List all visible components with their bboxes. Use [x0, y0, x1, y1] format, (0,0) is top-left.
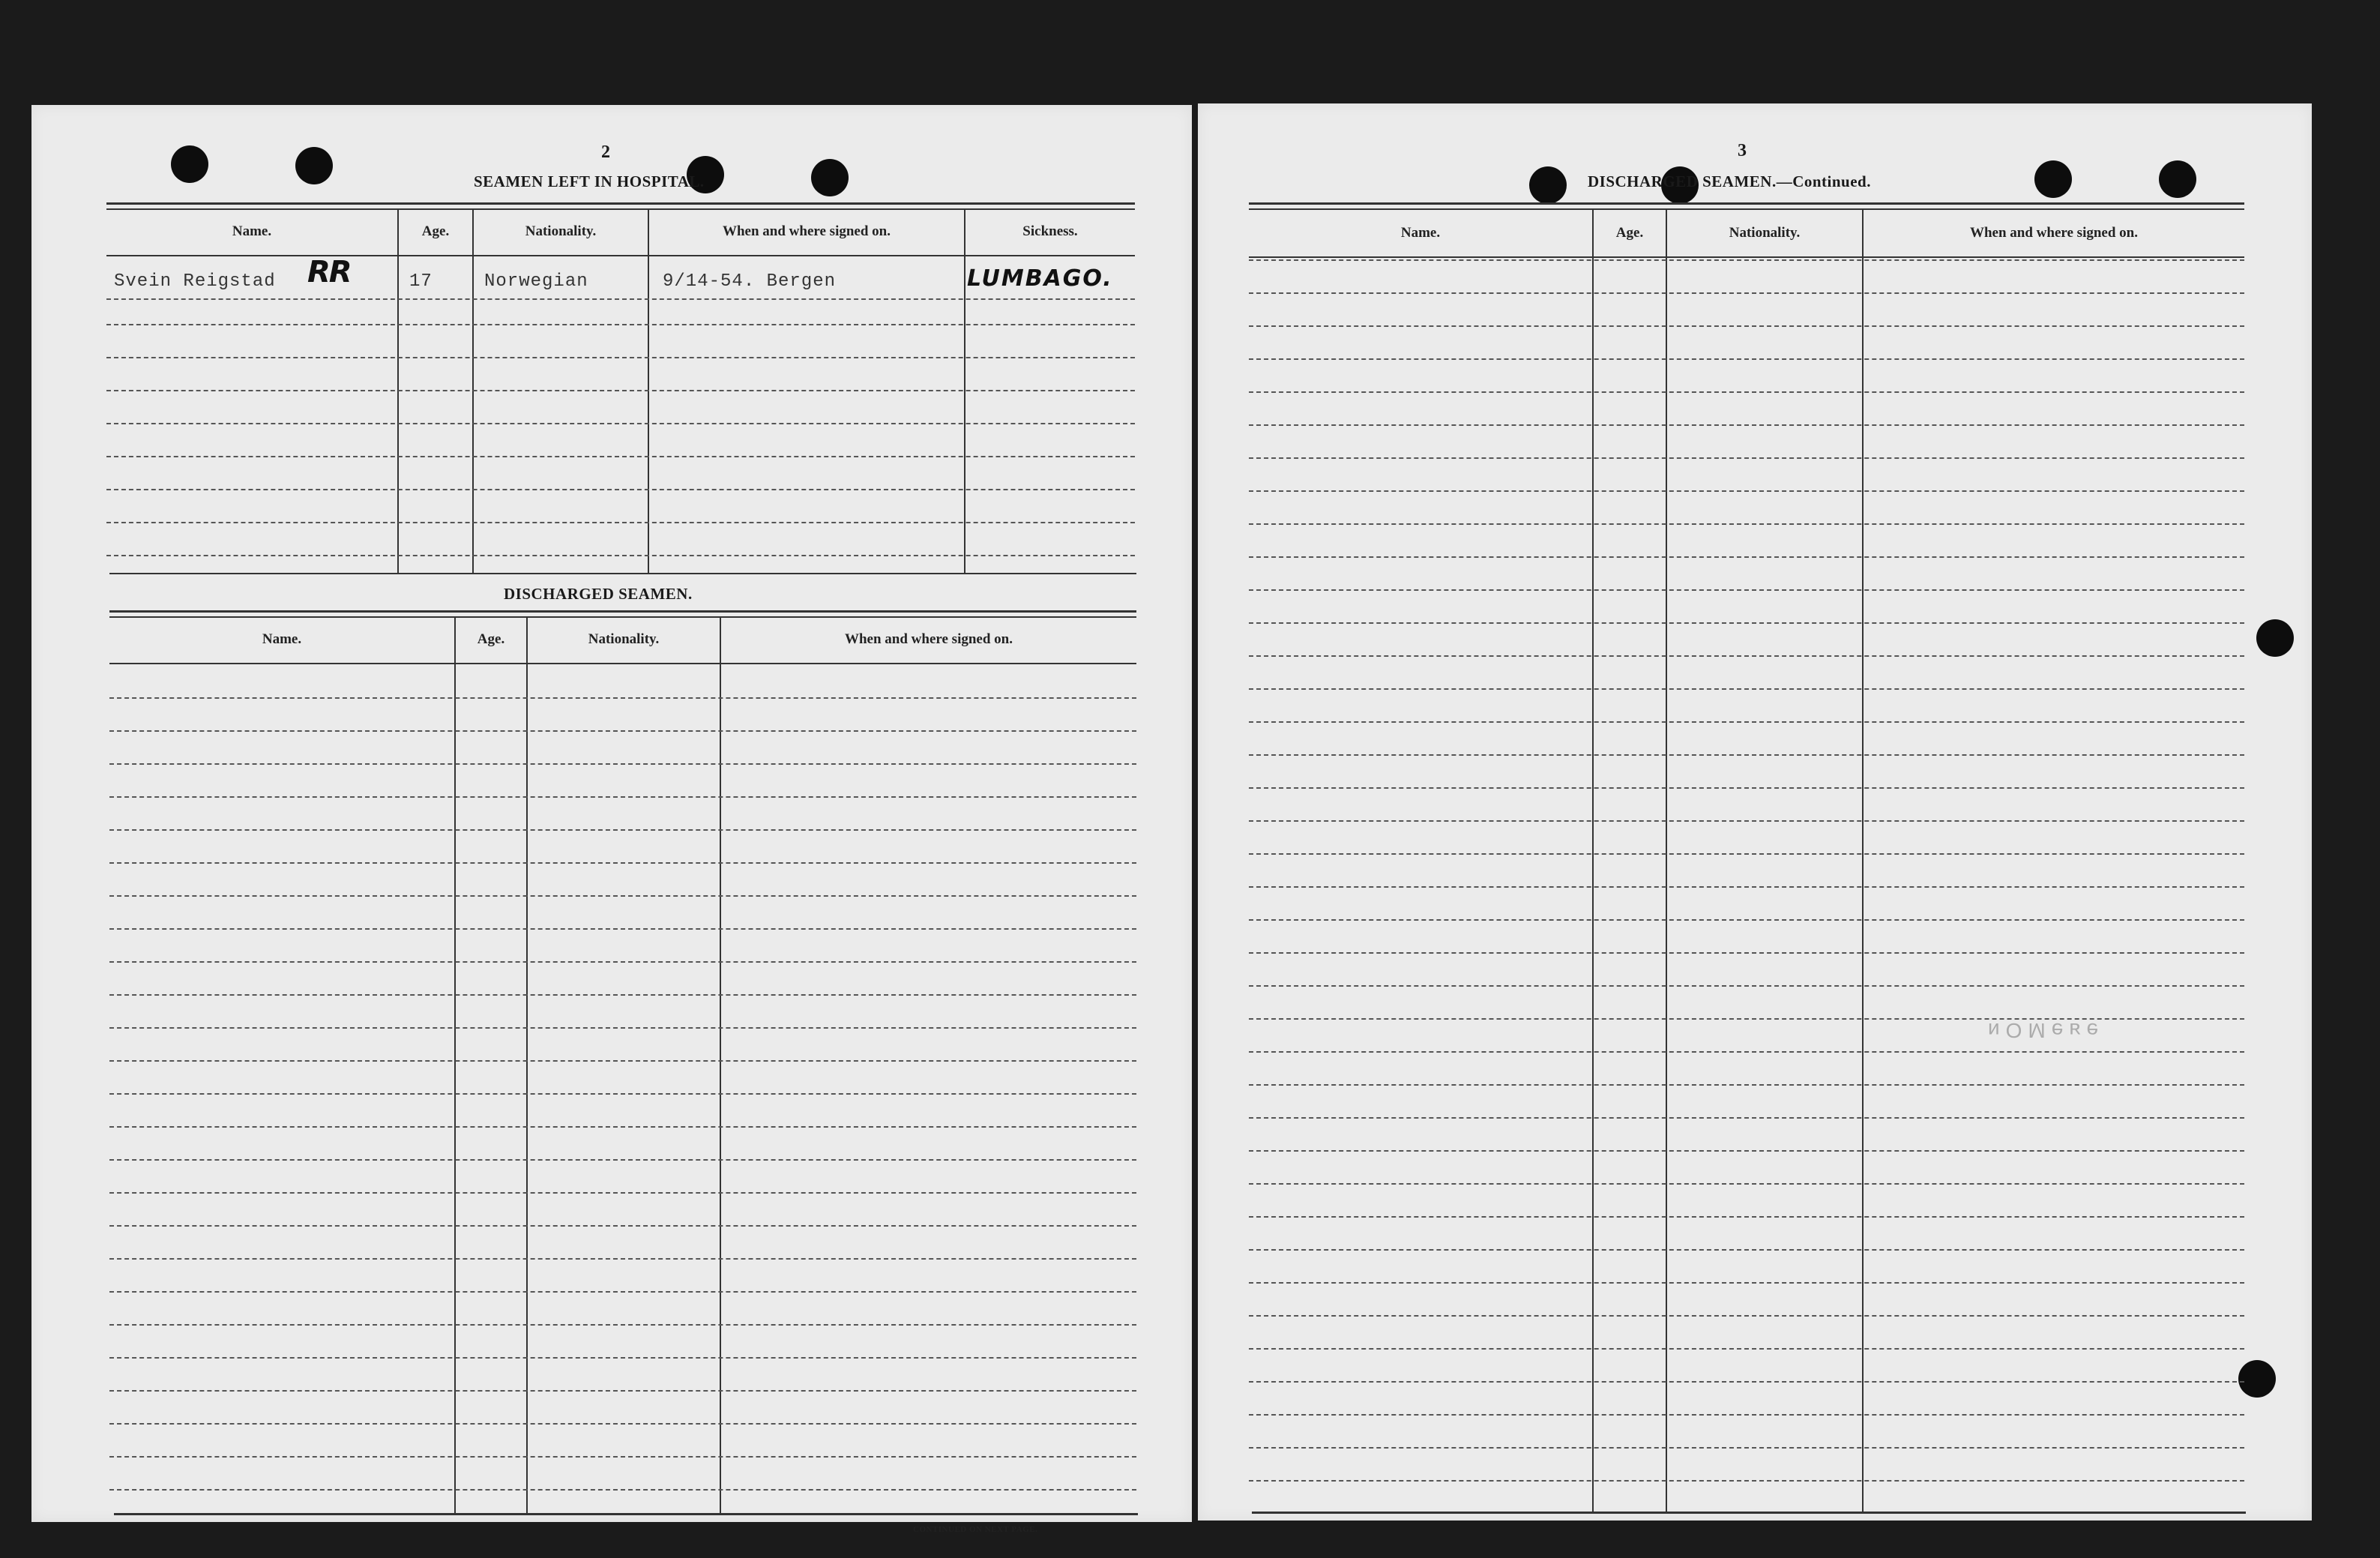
ruled-line — [109, 1225, 1136, 1227]
ruled-line — [1249, 1282, 2244, 1284]
ruled-line — [1249, 1447, 2244, 1449]
faint-bleed-through-stamp: ɘᴚɘMOᴎ — [1982, 1019, 2099, 1042]
ruled-line — [109, 994, 1136, 996]
ruled-line — [1249, 523, 2244, 525]
ruled-line — [109, 1093, 1136, 1095]
table-top-rule — [1249, 202, 2244, 205]
ruled-line — [109, 1060, 1136, 1062]
ruled-line — [1249, 490, 2244, 492]
section-rule — [109, 573, 1136, 574]
ruled-line — [1249, 1414, 2244, 1416]
ruled-line — [1249, 325, 2244, 327]
column-divider — [720, 618, 721, 1513]
column-header-sickness: Sickness. — [1022, 223, 1078, 239]
punch-hole — [171, 145, 208, 183]
ruled-line — [106, 423, 1135, 424]
punch-hole — [2159, 160, 2196, 198]
table-top-rule — [106, 208, 1135, 210]
ruled-line — [109, 1489, 1136, 1491]
ruled-line — [1249, 1315, 2244, 1317]
ruled-line — [109, 961, 1136, 963]
bottom-rule — [114, 1513, 1138, 1515]
header-rule — [106, 255, 1135, 256]
table-top-rule — [106, 202, 1135, 205]
ruled-line — [109, 928, 1136, 930]
column-header-signed-on: When and where signed on. — [1969, 225, 2138, 241]
column-header-nationality: Nationality. — [525, 223, 597, 239]
ruled-line — [109, 730, 1136, 732]
ruled-line — [1249, 589, 2244, 591]
ruled-line — [109, 1027, 1136, 1029]
ruled-line — [1249, 556, 2244, 558]
column-header-signed-on: When and where signed on. — [722, 223, 891, 239]
ruled-line — [106, 456, 1135, 457]
entry-nationality: Norwegian — [484, 271, 588, 292]
column-header-name: Name. — [1400, 225, 1441, 241]
discharged-section-title: DISCHARGED SEAMEN. — [504, 585, 693, 603]
ruled-line — [1249, 820, 2244, 822]
ruled-line — [109, 829, 1136, 831]
ruled-line — [1249, 1051, 2244, 1053]
entry-name: Svein Reigstad — [114, 271, 276, 292]
column-divider — [526, 618, 528, 1513]
ruled-line — [1249, 1249, 2244, 1251]
ruled-line — [109, 1357, 1136, 1359]
column-header-age: Age. — [477, 631, 505, 647]
column-header-name: Name. — [232, 223, 272, 239]
entry-initials: RR — [307, 255, 351, 289]
continued-footer: CONTINUED ON NEXT PAGE. — [913, 1525, 1038, 1534]
punch-hole — [2034, 160, 2072, 198]
ruled-line — [109, 763, 1136, 765]
ruled-line — [1249, 1150, 2244, 1152]
entry-age: 17 — [409, 271, 433, 292]
punch-hole — [1529, 166, 1567, 204]
ruled-line — [109, 1291, 1136, 1293]
ruled-line — [1249, 853, 2244, 855]
ruled-line — [1249, 292, 2244, 294]
ruled-line — [1249, 1480, 2244, 1482]
section-rule — [109, 616, 1136, 618]
column-header-nationality: Nationality. — [1729, 225, 1801, 241]
ruled-line — [106, 298, 1135, 300]
ruled-line — [106, 390, 1135, 391]
hospital-section-title: SEAMEN LEFT IN HOSPITAL. — [474, 172, 705, 190]
ruled-line — [1249, 424, 2244, 426]
ruled-line — [1249, 1117, 2244, 1119]
ruled-line — [1249, 1381, 2244, 1383]
ruled-line — [1249, 886, 2244, 888]
ruled-line — [1249, 688, 2244, 690]
ruled-line — [106, 489, 1135, 490]
bottom-rule — [1252, 1512, 2246, 1514]
ruled-line — [106, 324, 1135, 325]
page-number: 3 — [1738, 141, 1747, 160]
column-header-age: Age. — [1615, 225, 1644, 241]
ruled-line — [109, 796, 1136, 798]
ruled-line — [109, 862, 1136, 864]
column-header-nationality: Nationality. — [588, 631, 660, 647]
ruled-line — [1249, 919, 2244, 921]
ruled-line — [109, 1390, 1136, 1392]
header-rule — [109, 663, 1136, 664]
ruled-line — [1249, 1216, 2244, 1218]
column-header-age: Age. — [421, 223, 450, 239]
ruled-line — [1249, 985, 2244, 987]
ruled-line — [1249, 655, 2244, 657]
entry-sickness: LUMBAGO. — [967, 265, 1113, 292]
ruled-line — [1249, 721, 2244, 723]
table-top-rule — [1249, 208, 2244, 210]
ruled-line — [109, 1192, 1136, 1194]
ruled-line — [1249, 259, 2244, 261]
ruled-line — [106, 522, 1135, 523]
ruled-line — [1249, 391, 2244, 393]
ruled-line — [109, 1324, 1136, 1326]
ruled-line — [109, 1423, 1136, 1425]
page-number: 2 — [601, 142, 610, 162]
ruled-line — [1249, 754, 2244, 756]
ruled-line — [109, 1159, 1136, 1161]
ruled-line — [109, 895, 1136, 897]
ruled-line — [106, 357, 1135, 358]
punch-hole — [295, 147, 333, 184]
ruled-line — [1249, 358, 2244, 360]
ruled-line — [1249, 952, 2244, 954]
column-header-name: Name. — [262, 631, 302, 647]
right-page — [1198, 103, 2312, 1521]
ruled-line — [109, 1126, 1136, 1128]
header-rule — [1249, 256, 2244, 258]
ruled-line — [109, 697, 1136, 699]
ruled-line — [106, 555, 1135, 556]
ruled-line — [1249, 787, 2244, 789]
ruled-line — [109, 1258, 1136, 1260]
ruled-line — [1249, 622, 2244, 624]
discharged-continued-title: DISCHARGED SEAMEN.—Continued. — [1588, 172, 1871, 190]
ruled-line — [1249, 1084, 2244, 1086]
left-page — [31, 105, 1192, 1534]
column-header-signed-on: When and where signed on. — [844, 631, 1013, 647]
entry-signed-on: 9/14-54. Bergen — [663, 271, 837, 292]
section-rule — [109, 610, 1136, 613]
punch-hole — [2256, 619, 2294, 657]
ruled-line — [1249, 1183, 2244, 1185]
punch-hole — [811, 159, 849, 196]
punch-hole — [2238, 1360, 2276, 1398]
ruled-line — [1249, 457, 2244, 459]
ruled-line — [1249, 1348, 2244, 1350]
ruled-line — [109, 1456, 1136, 1458]
column-divider — [454, 618, 456, 1513]
